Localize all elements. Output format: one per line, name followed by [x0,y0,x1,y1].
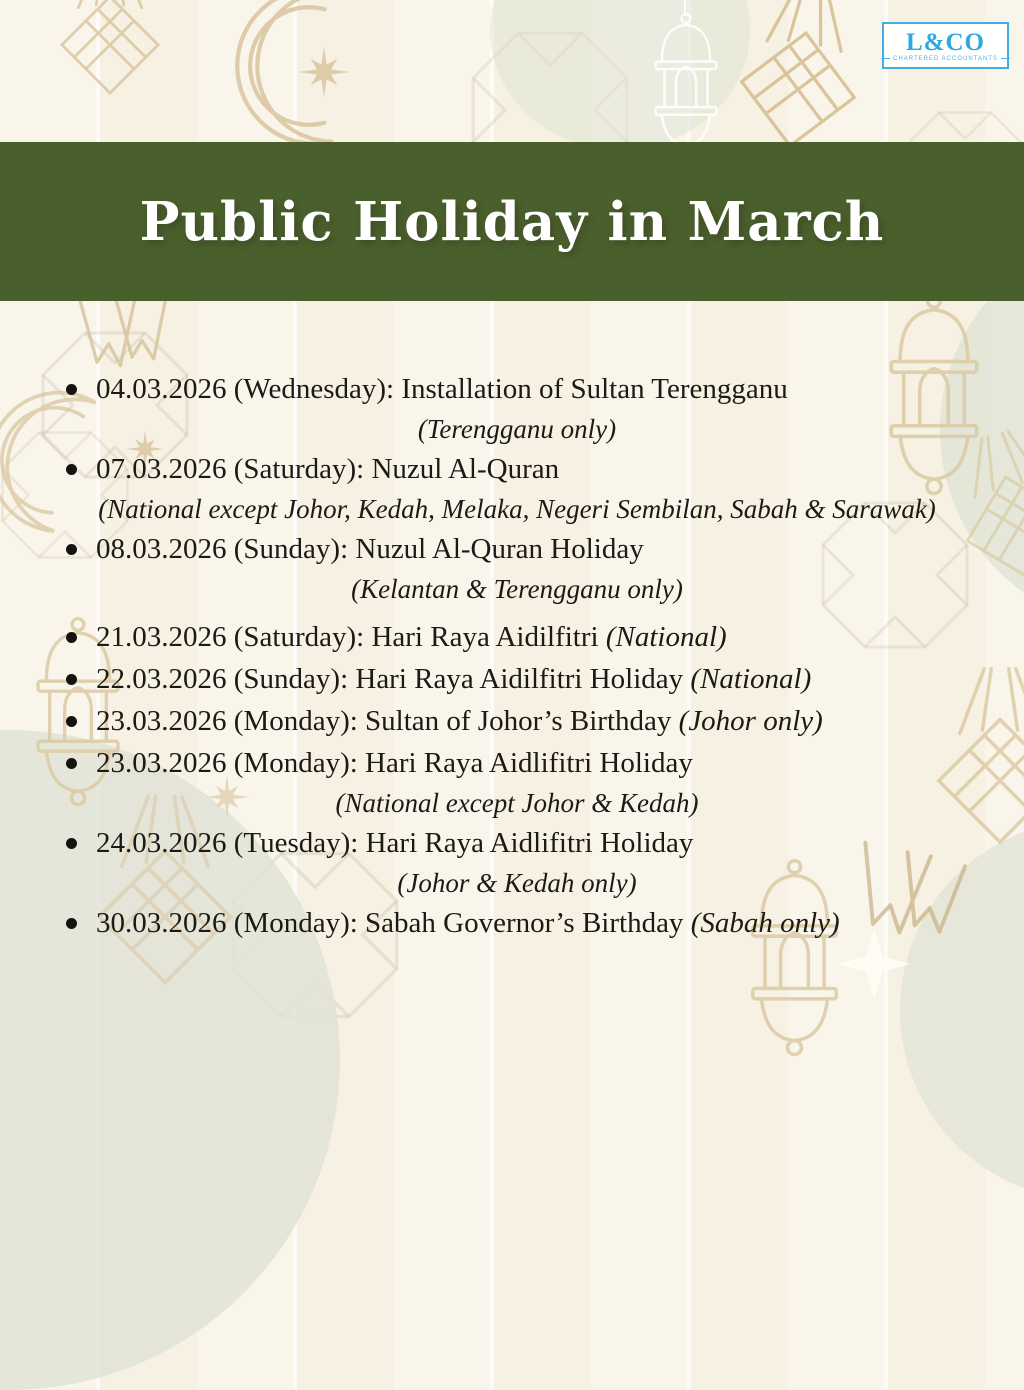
item-text: 30.03.2026 (Monday): Sabah Governor’s Birthday [96,907,684,939]
logo-badge [882,22,1009,69]
list-item [60,742,974,822]
item-text: 08.03.2026 (Sunday): Nuzul Al-Quran Holiday [96,533,644,565]
item-text: 22.03.2026 (Sunday): Hari Raya Aidilfitri Holiday [96,663,684,695]
item-text: 04.03.2026 (Wednesday): Installation of Sultan Terengganu [96,373,788,405]
item-inline-note: (Johor only) [678,705,823,737]
item-sub-note: (Terengganu only) [417,414,617,444]
item-text: 07.03.2026 (Saturday): Nuzul Al-Quran [96,453,560,485]
list-item [60,822,974,902]
ketupat-icon [55,0,165,135]
lantern-icon [648,12,724,158]
list-item [60,528,974,608]
list-item [60,902,974,944]
holiday-list [60,368,974,944]
logo-name: L&CO [906,28,985,56]
list-item [60,368,974,448]
item-sub-note: (National except Johor & Kedah) [335,788,699,818]
item-sub-note: (National except Johor, Kedah, Melaka, Negeri Sembilan, Sabah & Sarawak) [98,494,936,524]
list-item [60,616,974,658]
page-title: Public Holiday in March [139,190,885,253]
logo-dash [1001,58,1010,59]
star-icon [298,46,350,98]
item-inline-note: (National) [690,663,812,695]
item-text: 21.03.2026 (Saturday): Hari Raya Aidilfitri [96,621,599,653]
list-item [60,448,974,528]
item-text: 23.03.2026 (Monday): Hari Raya Aidlifitri Holiday [96,747,693,779]
title-banner [0,142,1024,301]
item-inline-note: (National) [605,621,727,653]
list-item [60,658,974,700]
logo-subtitle: CHARTERED ACCOUNTANTS [893,55,998,62]
item-sub-note: (Kelantan & Terengganu only) [351,574,683,604]
item-text: 24.03.2026 (Tuesday): Hari Raya Aidlifitri Holiday [96,827,694,859]
list-item [60,700,974,742]
item-sub-note: (Johor & Kedah only) [397,868,637,898]
item-inline-note: (Sabah only) [690,907,840,939]
logo-dash [881,58,890,59]
item-text: 23.03.2026 (Monday): Sultan of Johor’s Birthday [96,705,672,737]
logo-subtitle-row [881,56,1010,62]
